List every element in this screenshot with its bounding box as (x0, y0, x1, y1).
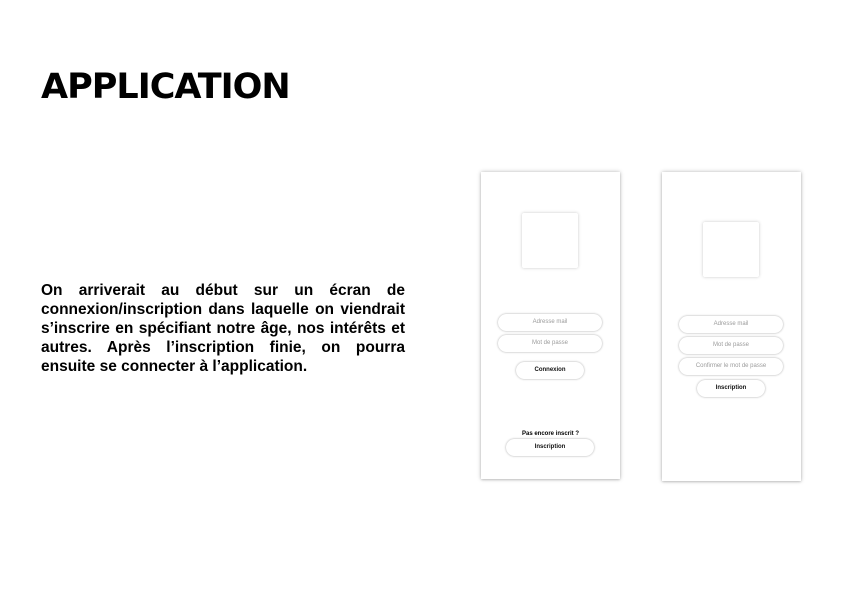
logo-placeholder (522, 213, 578, 268)
password-field[interactable]: Mot de passe (498, 335, 602, 352)
not-registered-label: Pas encore inscrit ? (521, 431, 580, 437)
signup-button[interactable]: Inscription (697, 380, 765, 397)
description-text: On arriverait au début sur un écran de connexion/inscription dans laquelle on viendrait s’inscrire en spécifiant notre âge, nos intérêts et autres. Après l’inscription finie, on pourra ensuite se connecter à l’application. (41, 282, 405, 375)
login-screen-mockup (481, 172, 620, 479)
signup-link-button[interactable]: Inscription (506, 439, 594, 456)
email-field[interactable]: Adresse mail (679, 316, 783, 333)
email-field[interactable]: Adresse mail (498, 314, 602, 331)
login-button[interactable]: Connexion (516, 362, 584, 379)
confirm-password-field[interactable]: Confirmer le mot de passe (679, 358, 783, 375)
page-title: APPLICATION (41, 67, 290, 107)
signup-screen-mockup (662, 172, 801, 481)
logo-placeholder (703, 222, 759, 277)
password-field[interactable]: Mot de passe (679, 337, 783, 354)
